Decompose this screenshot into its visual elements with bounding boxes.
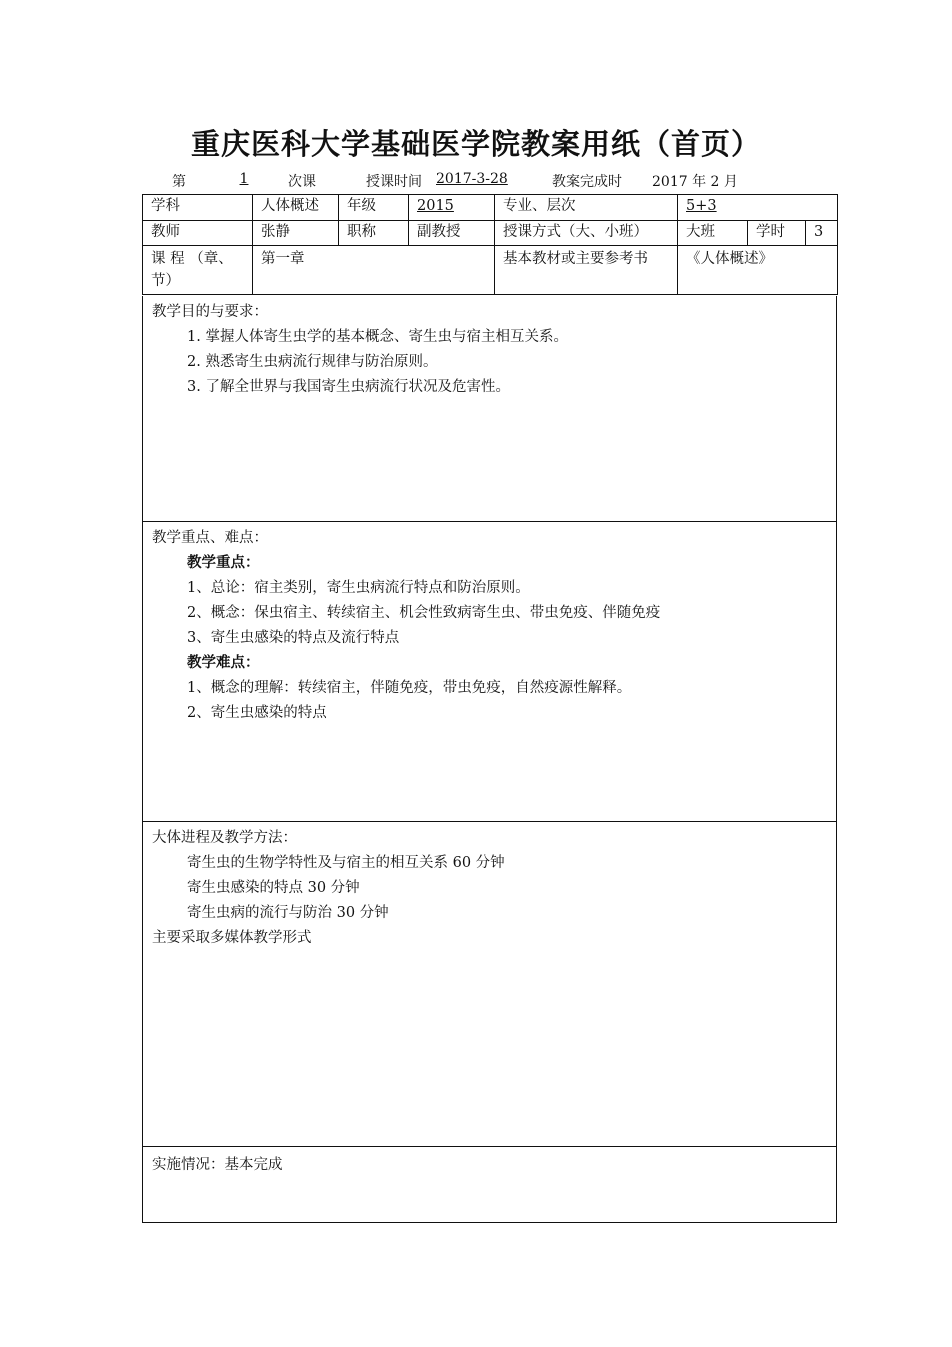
grade-value: 2015 — [417, 198, 454, 214]
complete-time-value: 2017 年 2 月 — [652, 174, 738, 190]
mode-value: 大班 — [678, 221, 748, 246]
book-label: 基本教材或主要参考书 — [495, 246, 678, 295]
complete-time-label: 教案完成时 — [552, 174, 622, 190]
process-item: 寄生虫的生物学特性及与宿主的相互关系 60 分钟 — [187, 855, 505, 871]
process-item: 寄生虫病的流行与防治 30 分钟 — [187, 905, 389, 921]
focus-section — [142, 522, 837, 822]
implementation-section — [142, 1147, 837, 1223]
difficult-point-item: 2、寄生虫感染的特点 — [187, 705, 327, 721]
subject-value: 人体概述 — [253, 195, 339, 221]
page-title: 重庆医科大学基础医学院教案用纸（首页） — [190, 127, 761, 161]
key-point-item: 2、概念：保虫宿主、转续宿主、机会性致病寄生虫、带虫免疫、伴随免疫 — [187, 605, 661, 621]
teacher-label: 教师 — [143, 221, 253, 246]
chapter-value: 第一章 — [253, 246, 495, 295]
process-heading: 大体进程及教学方法： — [152, 830, 297, 846]
goals-heading: 教学目的与要求： — [152, 304, 268, 320]
implementation-text: 实施情况：基本完成 — [152, 1157, 283, 1173]
rank-label: 职称 — [339, 221, 409, 246]
process-section — [142, 822, 837, 1147]
lesson-suffix: 次课 — [288, 174, 316, 190]
major-value: 5+3 — [686, 198, 717, 214]
subject-label: 学科 — [143, 195, 253, 221]
lesson-header-table — [142, 194, 838, 295]
teach-time-value: 2017-3-28 — [436, 171, 508, 187]
goal-item: 1. 掌握人体寄生虫学的基本概念、寄生虫与宿主相互关系。 — [187, 329, 568, 345]
chapter-label: 课 程 （章、节） — [143, 246, 253, 295]
goal-item: 2. 熟悉寄生虫病流行规律与防治原则。 — [187, 354, 438, 370]
goal-item: 3. 了解全世界与我国寄生虫病流行状况及危害性。 — [187, 379, 510, 395]
teacher-value: 张静 — [253, 221, 339, 246]
goals-section — [142, 296, 837, 522]
lesson-number: 1 — [239, 171, 249, 187]
hours-label: 学时 — [748, 221, 806, 246]
focus-heading: 教学重点、难点： — [152, 530, 268, 546]
lesson-prefix: 第 — [172, 174, 186, 190]
mode-label: 授课方式（大、小班） — [495, 221, 678, 246]
difficult-points-heading: 教学难点： — [187, 655, 260, 671]
key-points-heading: 教学重点： — [187, 555, 260, 571]
process-item: 寄生虫感染的特点 30 分钟 — [187, 880, 360, 896]
major-label: 专业、层次 — [495, 195, 678, 221]
teach-time-label: 授课时间 — [366, 174, 422, 190]
rank-value: 副教授 — [409, 221, 495, 246]
process-note: 主要采取多媒体教学形式 — [152, 930, 312, 946]
book-value: 《人体概述》 — [678, 246, 838, 295]
key-point-item: 1、总论：宿主类别，寄生虫病流行特点和防治原则。 — [187, 580, 530, 596]
grade-label: 年级 — [339, 195, 409, 221]
difficult-point-item: 1、概念的理解：转续宿主，伴随免疫，带虫免疫，自然疫源性解释。 — [187, 680, 632, 696]
key-point-item: 3、寄生虫感染的特点及流行特点 — [187, 630, 400, 646]
hours-value: 3 — [806, 221, 838, 246]
